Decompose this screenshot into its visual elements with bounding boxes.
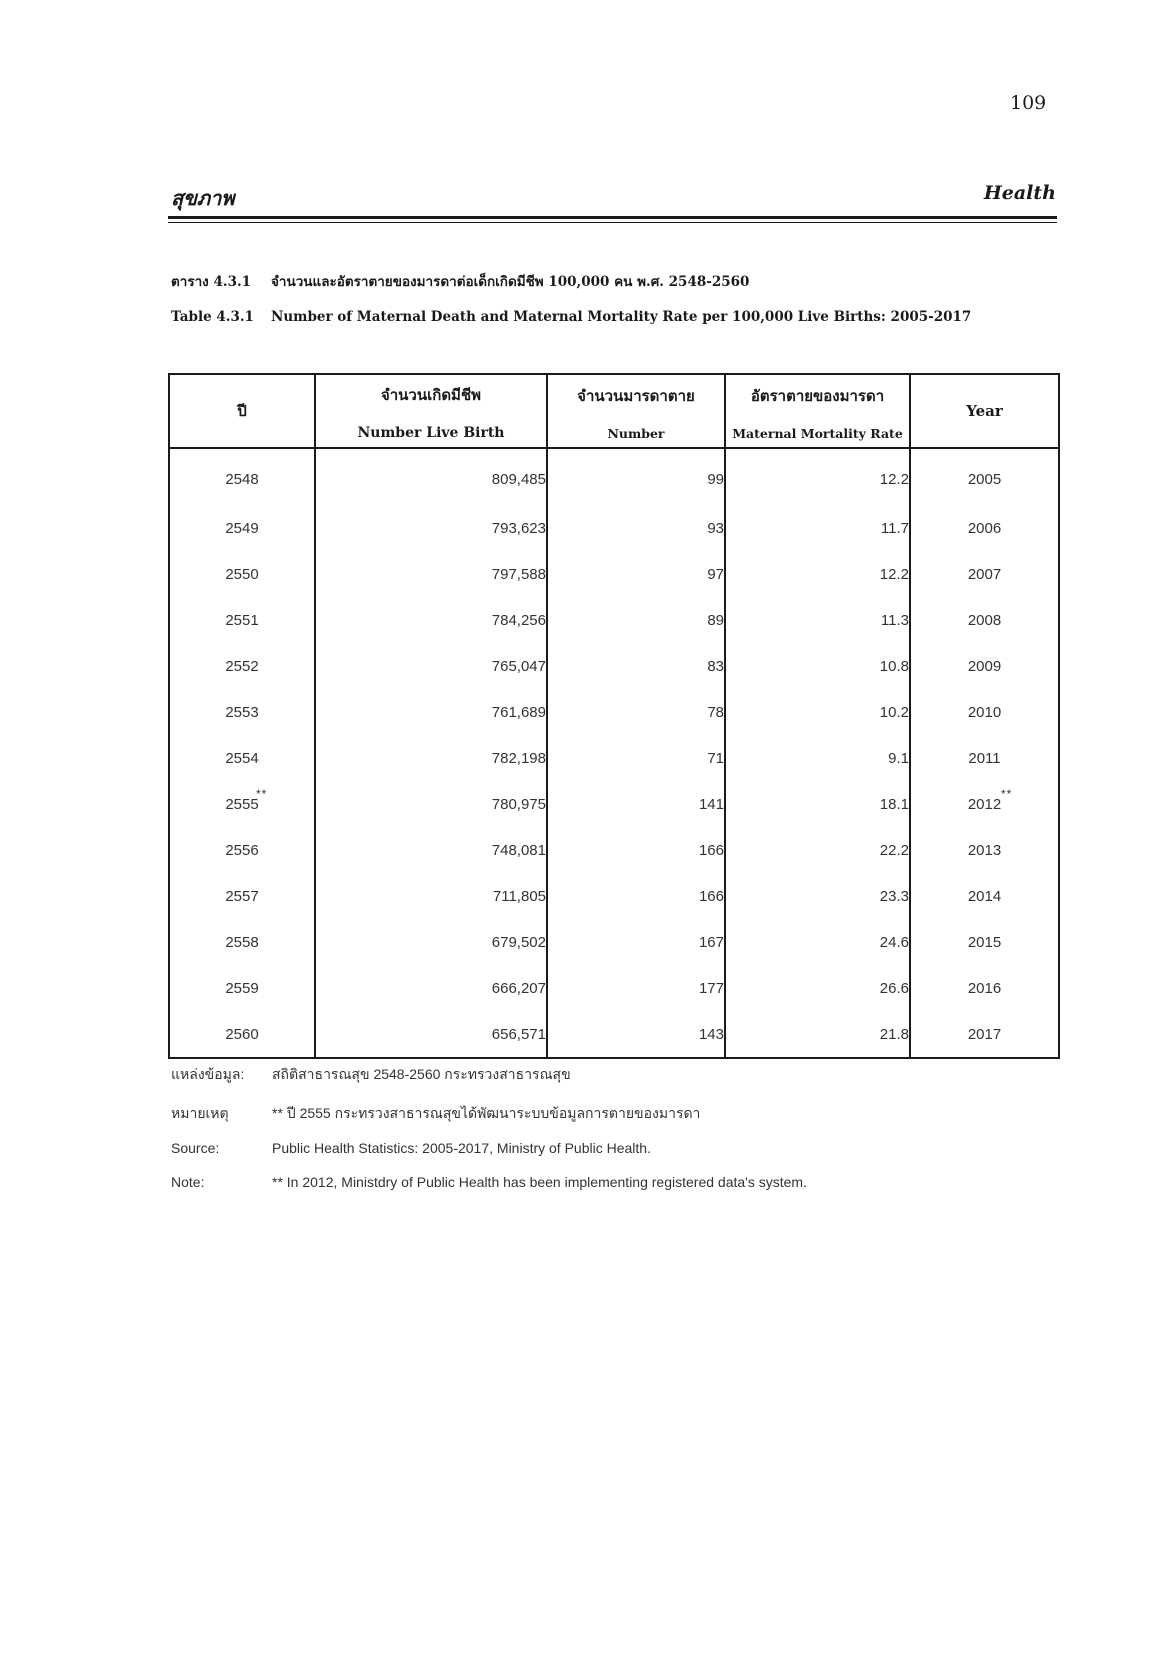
footnote-source-thai-label: แหล่งข้อมูล:: [171, 1066, 245, 1082]
cell-year-value: 2007: [967, 565, 1002, 583]
cell-live-births: [315, 919, 547, 965]
cell-mortality-rate-value: 10.2: [879, 703, 909, 721]
cell-maternal-deaths-value: 141: [698, 795, 724, 813]
cell-buddhist-year-value: 2557: [225, 887, 259, 905]
footnote-note-thai: [171, 1103, 700, 1125]
cell-year: [910, 735, 1059, 781]
footnote-source-thai: [171, 1064, 571, 1086]
cell-buddhist-year-value: 2549: [225, 519, 259, 537]
cell-mortality-rate: [725, 597, 910, 643]
cell-live-births-value: 761,689: [491, 703, 546, 721]
cell-year-value: 2011: [968, 749, 1001, 767]
cell-mortality-rate: [725, 873, 910, 919]
cell-mortality-rate-value: 12.2: [879, 565, 909, 583]
cell-year: [910, 965, 1059, 1011]
cell-buddhist-year: [169, 1011, 315, 1058]
cell-buddhist-year: [169, 448, 315, 505]
table-label-english: Table 4.3.1: [171, 309, 254, 325]
cell-maternal-deaths: [547, 735, 725, 781]
table-row: [169, 873, 1059, 919]
cell-mortality-rate: [725, 448, 910, 505]
cell-mortality-rate-value: 24.6: [879, 933, 909, 951]
table-title-thai: จำนวนและอัตราตายของมารดาต่อเด็กเกิดมีชีพ 100,000 คน พ.ศ. 2548-2560: [271, 274, 750, 290]
cell-buddhist-year-value: 2550: [225, 565, 259, 583]
cell-maternal-deaths: [547, 505, 725, 551]
cell-maternal-deaths-value: 177: [698, 979, 724, 997]
table-row: [169, 965, 1059, 1011]
cell-mortality-rate-value: 22.2: [879, 841, 909, 859]
header-maternal-deaths-english: Number: [607, 425, 665, 441]
cell-buddhist-year-value: 2558: [225, 933, 259, 951]
cell-year-value: 2008: [967, 611, 1002, 629]
table-caption-english: [171, 309, 971, 325]
footnote-marker: **: [256, 787, 268, 801]
cell-year-value: 2006: [967, 519, 1002, 537]
cell-maternal-deaths-value: 143: [698, 1025, 724, 1043]
cell-mortality-rate: [725, 643, 910, 689]
cell-maternal-deaths: [547, 551, 725, 597]
cell-live-births-value: 656,571: [491, 1025, 546, 1043]
cell-live-births: [315, 448, 547, 505]
header-rule-thin: [168, 222, 1057, 223]
cell-year: [910, 448, 1059, 505]
cell-mortality-rate: [725, 965, 910, 1011]
header-mortality-rate: [725, 374, 910, 448]
header-live-births-thai: จำนวนเกิดมีชีพ: [380, 386, 482, 404]
table-row: [169, 1011, 1059, 1058]
cell-live-births-value: 784,256: [491, 611, 546, 629]
cell-buddhist-year-value: 2554: [225, 749, 259, 767]
cell-maternal-deaths: [547, 827, 725, 873]
cell-live-births-value: 666,207: [491, 979, 546, 997]
header-maternal-deaths-thai: จำนวนมารดาตาย: [577, 386, 695, 405]
cell-buddhist-year: [169, 965, 315, 1011]
cell-year: [910, 1011, 1059, 1058]
footnote-source-english: [171, 1140, 651, 1156]
cell-maternal-deaths-value: 99: [707, 470, 724, 488]
footnote-source-english-text: Public Health Statistics: 2005-2017, Ministry of Public Health.: [272, 1140, 651, 1156]
cell-live-births: [315, 551, 547, 597]
cell-live-births: [315, 781, 547, 827]
cell-maternal-deaths-value: 89: [707, 611, 724, 629]
cell-maternal-deaths-value: 78: [707, 703, 724, 721]
cell-maternal-deaths-value: 97: [707, 565, 724, 583]
cell-maternal-deaths: [547, 1011, 725, 1058]
cell-buddhist-year: [169, 597, 315, 643]
cell-live-births-value: 809,485: [491, 470, 546, 488]
section-title-english: Health: [983, 182, 1056, 204]
cell-buddhist-year: [169, 643, 315, 689]
cell-live-births: [315, 873, 547, 919]
cell-mortality-rate: [725, 505, 910, 551]
footnote-note-english-text: ** In 2012, Ministdry of Public Health has been implementing registered data's system.: [272, 1174, 807, 1190]
cell-year: [910, 689, 1059, 735]
header-mortality-rate-english: Maternal Mortality Rate: [732, 425, 903, 441]
header-live-births-english: Number Live Birth: [357, 425, 505, 441]
cell-year: [910, 827, 1059, 873]
table-row: [169, 689, 1059, 735]
cell-maternal-deaths: [547, 781, 725, 827]
cell-maternal-deaths: [547, 597, 725, 643]
cell-buddhist-year-value: 2552: [225, 657, 259, 675]
cell-mortality-rate: [725, 735, 910, 781]
cell-live-births: [315, 1011, 547, 1058]
cell-buddhist-year-value: 2555: [225, 795, 259, 813]
table-row: [169, 551, 1059, 597]
header-live-births: [315, 374, 547, 448]
cell-year-value: 2016: [967, 979, 1002, 997]
cell-mortality-rate-value: 23.3: [879, 887, 909, 905]
maternal-mortality-table: [168, 373, 1060, 1059]
table-row: [169, 505, 1059, 551]
cell-buddhist-year-value: 2559: [225, 979, 259, 997]
cell-live-births-value: 782,198: [491, 749, 546, 767]
cell-mortality-rate: [725, 781, 910, 827]
cell-mortality-rate-value: 18.1: [879, 795, 909, 813]
table-label-thai: ตาราง 4.3.1: [171, 274, 252, 290]
cell-live-births: [315, 827, 547, 873]
table-caption-thai: [171, 270, 749, 292]
cell-year: [910, 643, 1059, 689]
cell-live-births: [315, 597, 547, 643]
cell-buddhist-year: [169, 505, 315, 551]
footnote-note-thai-label: หมายเหตุ: [171, 1105, 229, 1121]
cell-buddhist-year: [169, 781, 315, 827]
footnote-source-thai-text: สถิติสาธารณสุข 2548-2560 กระทรวงสาธารณสุข: [272, 1066, 571, 1082]
cell-buddhist-year-value: 2551: [225, 611, 259, 629]
cell-maternal-deaths-value: 71: [707, 749, 724, 767]
cell-maternal-deaths-value: 83: [707, 657, 724, 675]
cell-live-births-value: 711,805: [492, 887, 546, 905]
cell-buddhist-year: [169, 827, 315, 873]
cell-live-births-value: 748,081: [491, 841, 546, 859]
cell-live-births-value: 679,502: [491, 933, 546, 951]
table-row: [169, 448, 1059, 505]
cell-live-births: [315, 505, 547, 551]
cell-maternal-deaths: [547, 919, 725, 965]
table-row: [169, 781, 1059, 827]
cell-live-births: [315, 965, 547, 1011]
cell-live-births: [315, 735, 547, 781]
cell-year-value: 2005: [967, 470, 1002, 488]
cell-year: [910, 919, 1059, 965]
cell-mortality-rate-value: 9.1: [888, 749, 909, 767]
cell-buddhist-year-value: 2556: [225, 841, 259, 859]
cell-year-value: 2009: [967, 657, 1002, 675]
cell-live-births: [315, 643, 547, 689]
table-header-row: [169, 374, 1059, 448]
cell-maternal-deaths: [547, 873, 725, 919]
table-row: [169, 735, 1059, 781]
cell-mortality-rate: [725, 551, 910, 597]
header-maternal-deaths: [547, 374, 725, 448]
footnote-note-english: [171, 1174, 807, 1190]
cell-live-births-value: 780,975: [491, 795, 546, 813]
cell-year: [910, 505, 1059, 551]
table-body: [169, 448, 1059, 1058]
cell-live-births-value: 793,623: [491, 519, 546, 537]
cell-year-value: 2014: [967, 887, 1002, 905]
cell-maternal-deaths: [547, 448, 725, 505]
cell-year: [910, 873, 1059, 919]
cell-mortality-rate-value: 10.8: [879, 657, 909, 675]
header-rule-thick: [168, 216, 1057, 219]
cell-buddhist-year: [169, 919, 315, 965]
cell-year-value: 2012: [967, 795, 1002, 813]
table-row: [169, 597, 1059, 643]
table-title-english: Number of Maternal Death and Maternal Mortality Rate per 100,000 Live Births: 2005-2017: [271, 309, 972, 325]
cell-year-value: 2010: [967, 703, 1002, 721]
cell-buddhist-year: [169, 689, 315, 735]
cell-mortality-rate: [725, 689, 910, 735]
footnote-marker: **: [1001, 787, 1013, 801]
footnote-source-english-label: Source:: [171, 1140, 220, 1156]
cell-maternal-deaths: [547, 689, 725, 735]
cell-buddhist-year-value: 2548: [225, 470, 259, 488]
cell-maternal-deaths-value: 166: [698, 887, 724, 905]
footnote-note-english-label: Note:: [171, 1174, 205, 1190]
cell-maternal-deaths: [547, 965, 725, 1011]
cell-live-births-value: 765,047: [491, 657, 546, 675]
cell-mortality-rate-value: 12.2: [879, 470, 909, 488]
cell-mortality-rate: [725, 827, 910, 873]
cell-mortality-rate-value: 21.8: [879, 1025, 909, 1043]
footnote-note-thai-text: ** ปี 2555 กระทรวงสาธารณสุขได้พัฒนาระบบข้อมูลการตายของมารดา: [272, 1105, 701, 1121]
cell-buddhist-year-value: 2560: [225, 1025, 259, 1043]
cell-buddhist-year: [169, 735, 315, 781]
cell-live-births: [315, 689, 547, 735]
cell-buddhist-year: [169, 873, 315, 919]
cell-year: [910, 597, 1059, 643]
cell-maternal-deaths-value: 93: [707, 519, 724, 537]
cell-buddhist-year-value: 2553: [225, 703, 259, 721]
cell-year-value: 2017: [967, 1025, 1002, 1043]
cell-mortality-rate-value: 11.7: [880, 519, 909, 537]
cell-mortality-rate: [725, 1011, 910, 1058]
table-row: [169, 827, 1059, 873]
table-row: [169, 643, 1059, 689]
cell-buddhist-year: [169, 551, 315, 597]
cell-maternal-deaths-value: 167: [698, 933, 724, 951]
section-title-thai: สุขภาพ: [171, 186, 235, 210]
cell-year-value: 2013: [967, 841, 1002, 859]
header-mortality-rate-thai: อัตราตายของมารดา: [750, 386, 885, 405]
cell-mortality-rate-value: 11.3: [880, 611, 909, 629]
cell-year-value: 2015: [967, 933, 1002, 951]
cell-year: [910, 551, 1059, 597]
cell-mortality-rate: [725, 919, 910, 965]
page-number: 109: [1010, 92, 1047, 114]
table-row: [169, 919, 1059, 965]
cell-live-births-value: 797,588: [491, 565, 546, 583]
header-year-thai: ปี: [169, 374, 315, 448]
cell-maternal-deaths-value: 166: [698, 841, 724, 859]
cell-mortality-rate-value: 26.6: [879, 979, 909, 997]
header-year-english: Year: [910, 374, 1059, 448]
cell-year: [910, 781, 1059, 827]
cell-maternal-deaths: [547, 643, 725, 689]
